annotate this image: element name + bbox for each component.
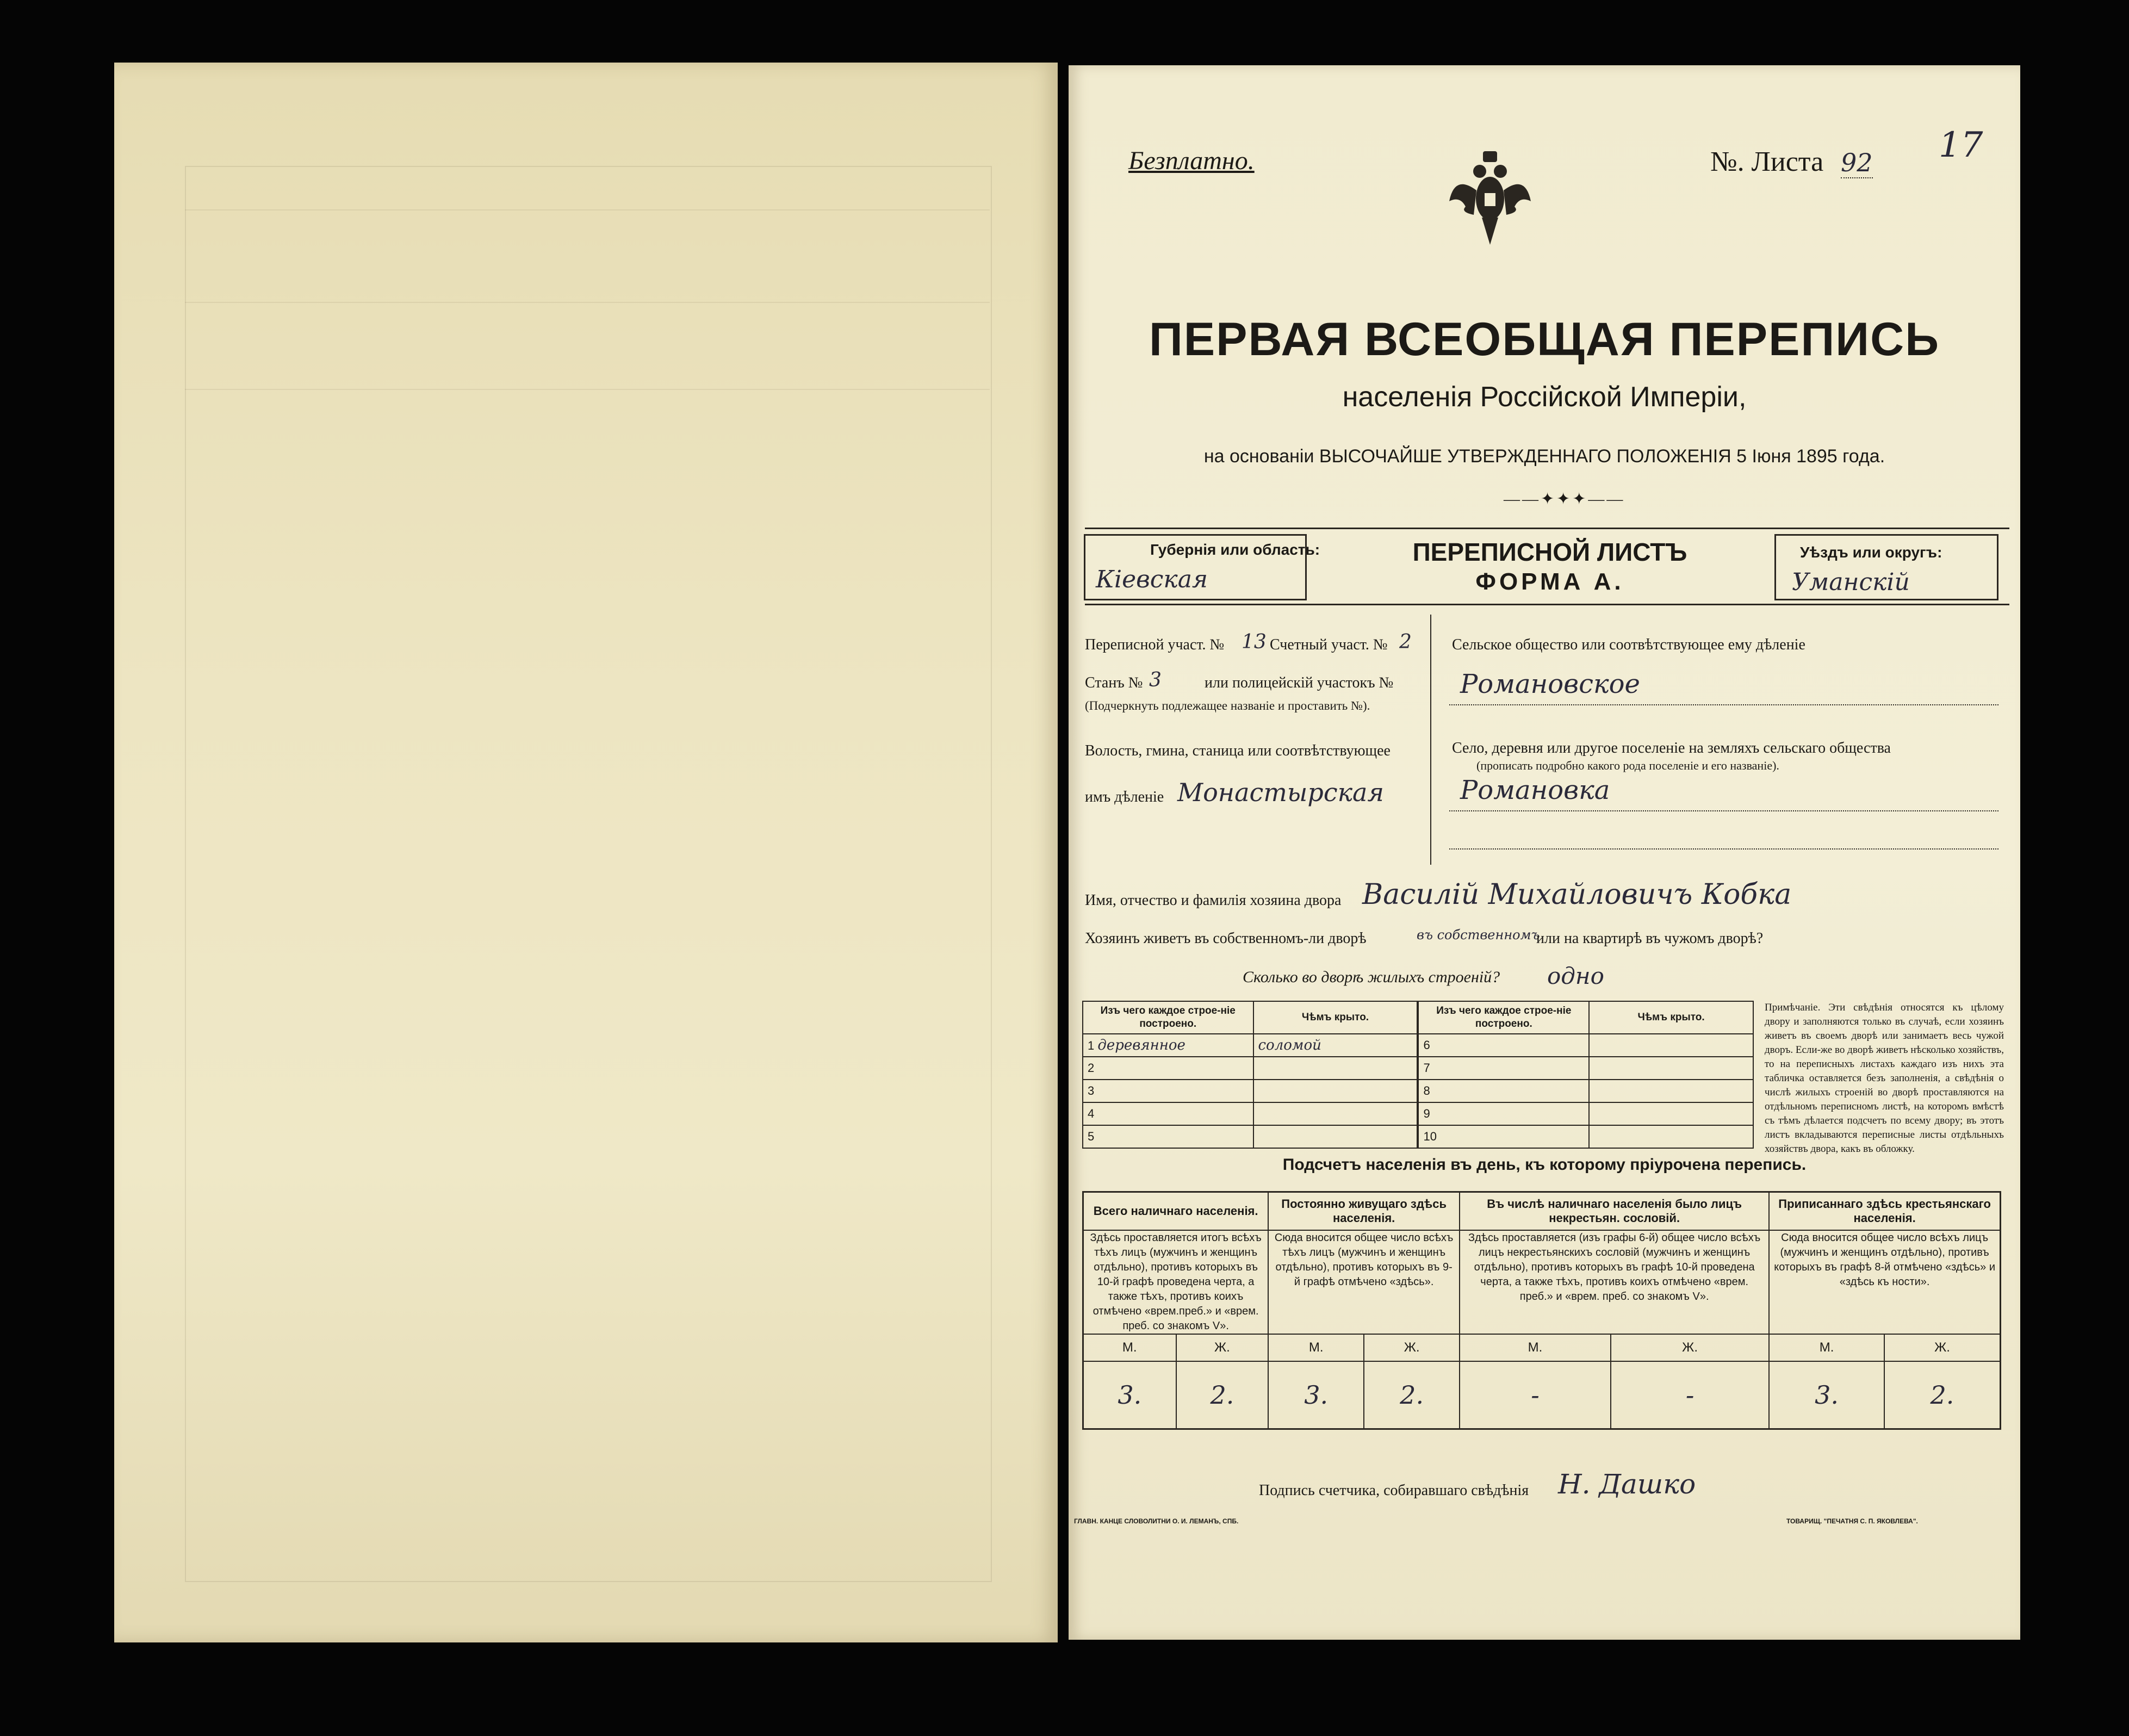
count-col-header: Всего наличнаго населенія. [1083,1192,1269,1230]
count-m-value: 3. [1268,1361,1364,1429]
sheet-number-label: №. Листа [1710,146,1824,177]
page-corner-number: 17 [1939,125,1983,165]
zh-label: Ж. [1884,1334,2001,1361]
owner-lives-label-a: Хозяинъ живетъ въ собственномъ-ли дворѣ [1085,930,1367,947]
rule [1085,604,2009,605]
row-number: 6 [1418,1034,1589,1057]
count-col-header: Приписаннаго здѣсь крестьянскаго населенія. [1769,1192,2000,1230]
count-zh-value: - [1611,1361,1769,1429]
schetny-value: 2 [1399,631,1412,653]
gubernia-value: Кіевская [1096,566,1208,593]
roof-value: соломой [1253,1034,1418,1057]
form-main-title: ПЕРВАЯ ВСЕОБЩАЯ ПЕРЕПИСЬ [1149,313,1940,365]
owner-name-value: Василій Михайловичъ Кобка [1362,878,1792,911]
row-number: 5 [1083,1125,1253,1148]
row-number: 2 [1083,1057,1253,1080]
buildings-note: Примѣчаніе. Эти свѣдѣнія относятся къ цѣлому двору и заполняются только въ случаѣ, если хозяинъ живетъ въ своемъ дворѣ или занимаетъ весь чужой дворъ. Если-же во дворѣ живетъ нѣсколько хозяйствъ, то на переписныхъ листахъ каждаго изъ нихъ эта табличка оставляется безъ заполненія, а свѣдѣнія о числѣ жилыхъ строеній во дворѣ проставляются на отдѣльномъ переписномъ листѣ, на которомъ вмѣстѣ съ тѣмъ дѣлается подсчетъ по всему двору; въ этотъ листъ вкладываются переписные листы отдѣльныхъ хозяйствъ двора, какъ въ обложку. [1765,1002,2004,1155]
m-label: М. [1460,1334,1611,1361]
uchastok-value: 13 [1242,631,1267,653]
table-row [1083,1034,1753,1057]
row-number: 10 [1418,1125,1589,1148]
m-label: М. [1083,1334,1176,1361]
count-title: Подсчетъ населенія въ день, къ которому пріурочена перепись. [1282,1156,1807,1174]
signature-value: Н. Дашко [1558,1468,1696,1500]
buildings-value: одно [1547,963,1604,989]
count-col-header: Постоянно живущаго здѣсь населенія. [1268,1192,1460,1230]
free-label: Безплатно. [1128,146,1255,175]
form-name-line1: ПЕРЕПИСНОЙ ЛИСТЪ [1412,538,1687,566]
police-label: или полицейскій участокъ № [1205,674,1394,691]
signature-label: Подпись счетчика, собиравшаго свѣдѣнія [1259,1482,1529,1499]
m-label: М. [1769,1334,1884,1361]
rule [1085,528,2009,529]
volost-value: Монастырская [1177,778,1384,807]
column-divider [1430,615,1431,865]
owner-lives-value: въ собственномъ [1417,927,1540,943]
show-through-line [185,302,990,303]
underline-note: (Подчеркнуть подлежащее названіе и проставить №). [1085,699,1370,712]
material-value: деревянное [1097,1037,1185,1053]
table-row [1083,1125,1753,1148]
row-number: 9 [1418,1102,1589,1125]
count-col-body: Здѣсь проставляется итогъ всѣхъ тѣхъ лицъ (мужчинъ и женщинъ отдѣльно), противъ которыхъ въ 10-й графѣ проведена черта, а также тѣхъ, противъ коихъ отмѣчено «врем.преб.» и «врем. преб. со знакомъ V». [1083,1230,1269,1334]
col-roof-header: Чѣмъ крыто. [1253,1001,1418,1034]
society-value: Романовское [1460,669,1640,699]
count-col-body: Сюда вносится общее число всѣхъ лицъ (мужчинъ и женщинъ отдѣльно), противъ которыхъ въ графѣ 8-й отмѣчено «здѣсь» и «здѣсь къ ности». [1769,1230,2000,1334]
count-col-body: Здѣсь проставляется (изъ графы 6-й) общее число всѣхъ лицъ некрестьянскихъ сословій (мужчинъ и женщинъ отдѣльно), противъ которыхъ въ графѣ 10-й проведена черта, а также тѣхъ, противъ коихъ отмѣчено «врем. преб.» и «врем. преб. со знакомъ V». [1460,1230,1769,1334]
count-zh-value: 2. [1884,1361,2001,1429]
m-label: М. [1268,1334,1364,1361]
dotted-rule [1449,704,1998,705]
gubernia-label: Губернія или область: [1150,541,1320,558]
owner-name-label: Имя, отчество и фамилія хозяина двора [1085,892,1342,909]
row-number: 1 [1088,1039,1095,1052]
zh-label: Ж. [1364,1334,1460,1361]
buildings-table [1082,1001,1754,1149]
col-material-header: Изъ чего каждое строе-ніе построено. [1418,1001,1589,1034]
printer-imprint-left: ГЛАВН. КАНЦЕ СЛОВОЛИТНИ О. И. ЛЕМАНЪ, СПБ. [1074,1517,1239,1525]
buildings-label: Сколько во дворѣ жилыхъ строеній? [1243,968,1500,986]
show-through-line [185,209,990,210]
uezd-label: Уѣздъ или округъ: [1800,544,1942,561]
row-number: 7 [1418,1057,1589,1080]
village-value: Романовка [1460,775,1610,805]
count-zh-value: 2. [1364,1361,1460,1429]
form-basis: на основаніи ВЫСОЧАЙШЕ УТВЕРЖДЕННАГО ПОЛОЖЕНІЯ 5 Іюня 1895 года. [1203,446,1885,467]
village-label: Село, деревня или другое поселеніе на земляхъ сельскаго общества [1452,740,1891,757]
zh-label: Ж. [1611,1334,1769,1361]
count-m-value: - [1460,1361,1611,1429]
col-roof-header: Чѣмъ крыто. [1589,1001,1753,1034]
volost-label2: имъ дѣленіе [1085,789,1164,805]
count-zh-value: 2. [1176,1361,1269,1429]
show-through-table [185,166,992,1582]
table-row [1083,1080,1753,1102]
imperial-eagle-icon [1444,141,1536,250]
col-material-header: Изъ чего каждое строе-ніе построено. [1083,1001,1253,1034]
printer-imprint-right: ТОВАРИЩ. "ПЕЧАТНЯ С. П. ЯКОВЛЕВА". [1786,1517,1918,1525]
census-form-page [1069,65,2020,1640]
dotted-rule [1449,848,1998,850]
population-count-table [1082,1191,2001,1430]
owner-lives-label-b: или на квартирѣ въ чужомъ дворѣ? [1536,930,1764,947]
count-m-value: 3. [1769,1361,1884,1429]
count-m-value: 3. [1083,1361,1176,1429]
stan-label: Станъ № [1085,674,1143,691]
count-col-header: Въ числѣ наличнаго населенія было лицъ некрестьян. сословій. [1460,1192,1769,1230]
sheet-number-value: 92 [1841,148,1873,177]
society-label: Сельское общество или соотвѣтствующее ему дѣленіе [1452,636,1805,653]
dotted-rule [1449,810,1998,811]
table-row [1083,1057,1753,1080]
uchastok-label: Переписной участ. № [1085,636,1225,653]
left-page [114,63,1058,1642]
row-number: 3 [1083,1080,1253,1102]
village-note: (прописать подробно какого рода поселеніе и его названіе). [1476,759,1779,772]
table-row [1083,1102,1753,1125]
schetny-label: Счетный участ. № [1270,636,1388,653]
ornament-divider: ——✦✦✦—— [1504,490,1625,508]
count-col-body: Сюда вносится общее число всѣхъ тѣхъ лицъ (мужчинъ и женщинъ отдѣльно), противъ которыхъ въ 9-й графѣ отмѣчено «здѣсь». [1268,1230,1460,1334]
uezd-value: Уманскій [1792,568,1910,596]
stan-value: 3 [1149,669,1162,691]
row-number: 4 [1083,1102,1253,1125]
form-subtitle: населенія Россійской Имперіи, [1342,381,1747,413]
show-through-line [185,389,990,390]
row-number: 8 [1418,1080,1589,1102]
form-name-line2: ФОРМА А. [1475,568,1624,595]
volost-label: Волость, гмина, станица или соотвѣтствующее [1085,742,1391,759]
zh-label: Ж. [1176,1334,1269,1361]
